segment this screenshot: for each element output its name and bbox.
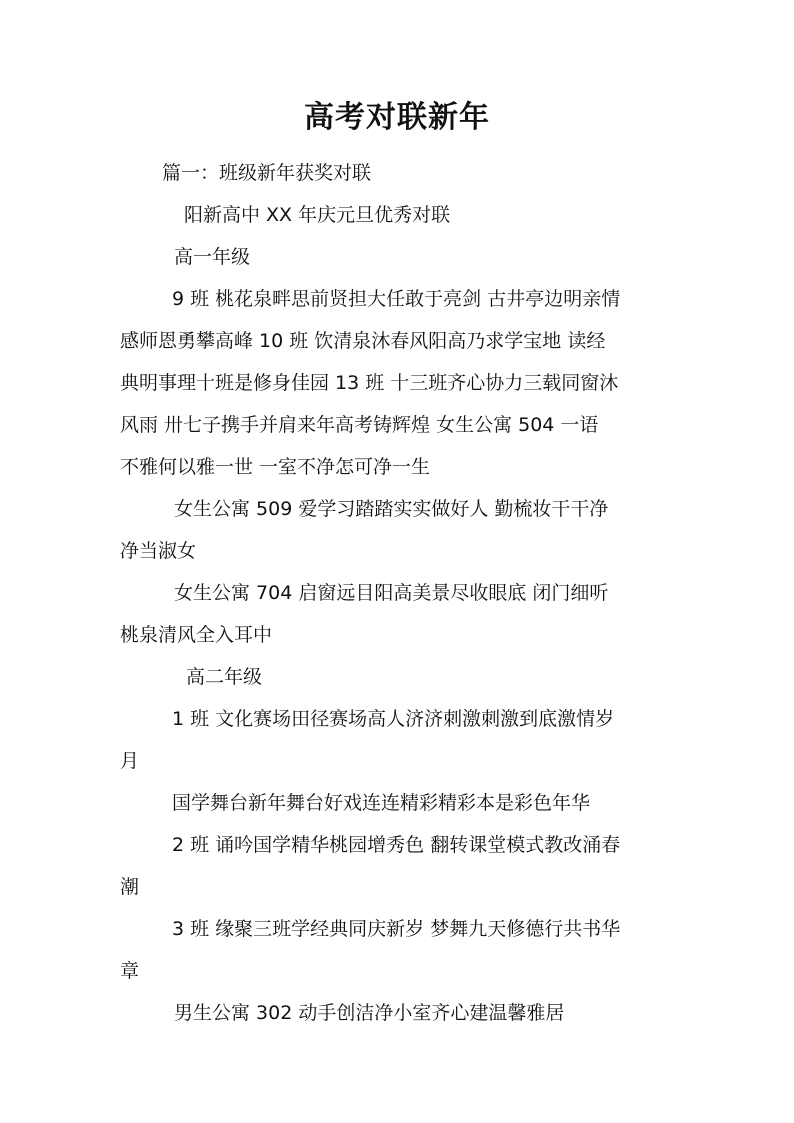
subheading: 阳新高中 XX 年庆元旦优秀对联 xyxy=(184,204,451,226)
paragraph-line: 净当淑女 xyxy=(120,540,197,562)
paragraph-line: 月 xyxy=(120,750,140,772)
paragraph-line: 潮 xyxy=(120,876,140,898)
paragraph-line: 典明事理十班是修身佳园 13 班 十三班齐心协力三载同窗沐 xyxy=(120,372,619,394)
paragraph-line: 3 班 缘聚三班学经典同庆新岁 梦舞九天修德行共书华 xyxy=(172,918,621,940)
grade-heading-2: 高二年级 xyxy=(186,666,263,688)
paragraph-line: 不雅何以雅一世 一室不净怎可净一生 xyxy=(120,456,431,478)
paragraph-line: 1 班 文化赛场田径赛场高人济济刺激刺激到底激情岁 xyxy=(172,708,615,730)
grade-heading-1: 高一年级 xyxy=(174,246,251,268)
paragraph-line: 女生公寓 704 启窗远目阳高美景尽收眼底 闭门细听 xyxy=(174,582,609,604)
paragraph-line: 9 班 桃花泉畔思前贤担大任敢于亮剑 古井亭边明亲情 xyxy=(172,288,621,310)
paragraph-line: 2 班 诵吟国学精华桃园增秀色 翻转课堂模式教改涌春 xyxy=(172,834,621,856)
paragraph-line: 女生公寓 509 爱学习踏踏实实做好人 勤梳妆干干净 xyxy=(174,498,609,520)
document-title: 高考对联新年 xyxy=(304,100,490,135)
paragraph-line: 风雨 卅七子携手并肩来年高考铸辉煌 女生公寓 504 一语 xyxy=(120,414,599,436)
paragraph-line: 桃泉清风全入耳中 xyxy=(120,624,273,646)
section-heading: 篇一：班级新年获奖对联 xyxy=(162,162,372,184)
paragraph-line: 章 xyxy=(120,960,140,982)
paragraph-line: 男生公寓 302 动手创洁净小室齐心建温馨雅居 xyxy=(174,1002,565,1024)
paragraph-line: 感师恩勇攀高峰 10 班 饮清泉沐春风阳高乃求学宝地 读经 xyxy=(120,330,606,352)
paragraph-line: 国学舞台新年舞台好戏连连精彩精彩本是彩色年华 xyxy=(172,792,591,814)
